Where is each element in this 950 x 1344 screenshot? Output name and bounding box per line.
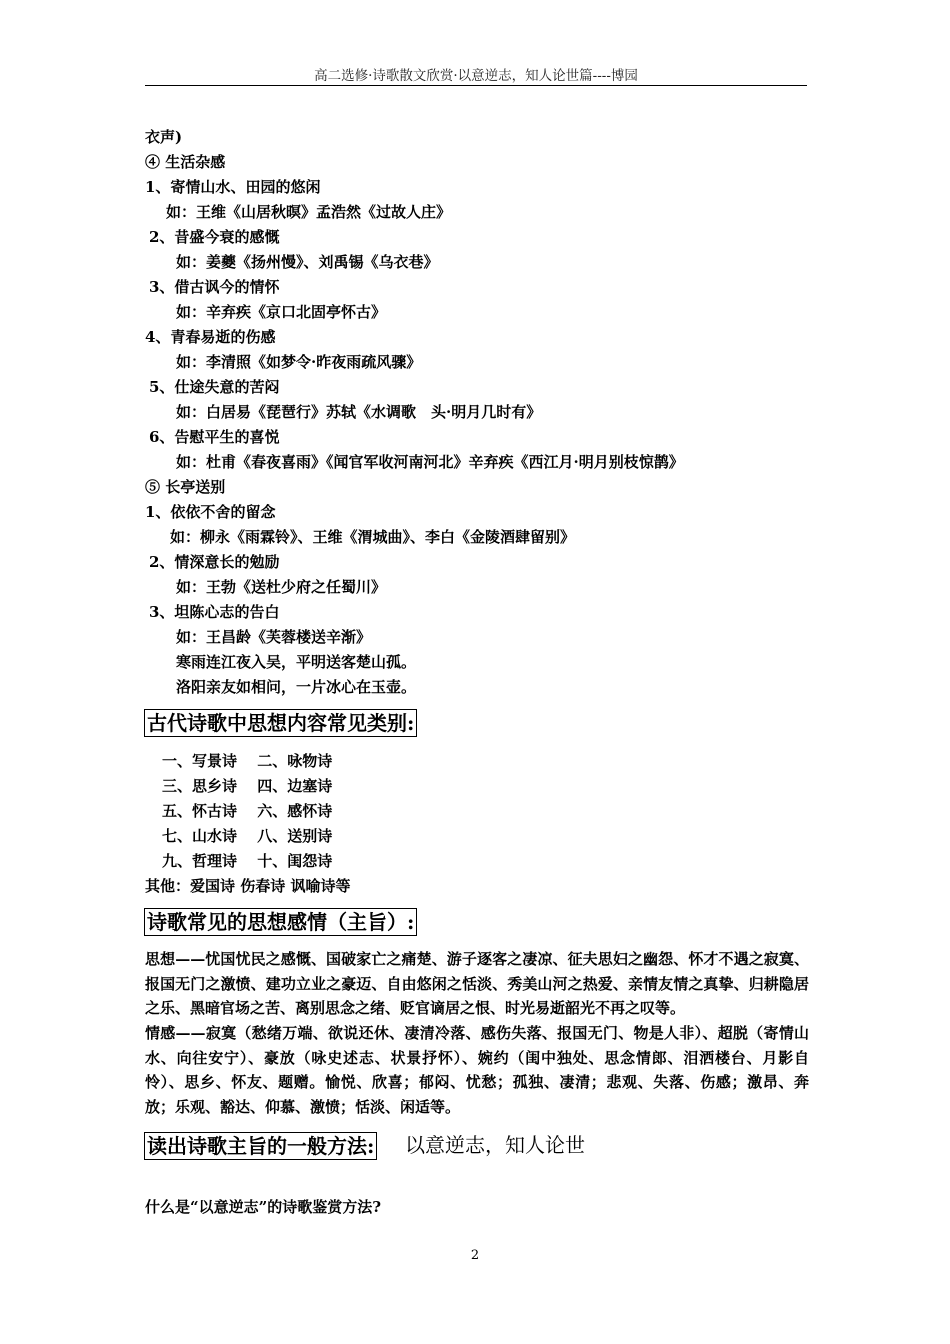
example-line: 如：辛弃疾《京口北固亭怀古》 bbox=[176, 303, 387, 321]
type-row: 三、思乡诗 四、边塞诗 bbox=[162, 777, 333, 795]
example-line: 如：王勃《送杜少府之任蜀川》 bbox=[176, 578, 387, 596]
paragraph-emotion: 情感——寂寞（愁绪万端、欲说还休、凄清冷落、感伤失落、报国无门、物是人非）、超脱（寄情山水、向往安宁）、豪放（咏史述志、状景抒怀）、婉约（闺中独处、思念情郎、泪洒楼台、月影自怜）、思乡、怀友、题赠。愉悦、欣喜；郁闷、忧愁；孤独、凄清；悲观、失落、伤感；激昂、奔放；乐观、豁达、仰慕、激愤；恬淡、闲适等。 bbox=[145, 1024, 809, 1116]
section-heading-types: 古代诗歌中思想内容常见类别: bbox=[144, 709, 417, 737]
section-heading-method: 读出诗歌主旨的一般方法: bbox=[144, 1132, 377, 1160]
section-method-subtitle: 以意逆志，知人论世 bbox=[405, 1133, 585, 1157]
example-line: 如：王昌龄《芙蓉楼送辛渐》 bbox=[176, 628, 372, 646]
example-line: 如：杜甫《春夜喜雨》《闻官军收河南河北》辛弃疾《西江月·明月别枝惊鹊》 bbox=[176, 453, 684, 471]
type-row: 九、哲理诗 十、闺怨诗 bbox=[162, 852, 333, 870]
list-item: 2、昔盛今衰的感慨 bbox=[149, 228, 280, 246]
example-line: 如：王维《山居秋暝》孟浩然《过故人庄》 bbox=[166, 203, 452, 221]
text-line: 衣声) bbox=[145, 128, 183, 146]
list-item: 1、依依不舍的留念 bbox=[145, 503, 276, 521]
list-item: 3、借古讽今的情怀 bbox=[149, 278, 280, 296]
poem-line: 寒雨连江夜入吴，平明送客楚山孤。 bbox=[176, 653, 417, 671]
subsection-title: ④ 生活杂感 bbox=[145, 153, 226, 171]
type-row: 七、山水诗 八、送别诗 bbox=[162, 827, 333, 845]
example-line: 如：李清照《如梦令·昨夜雨疏风骤》 bbox=[176, 353, 422, 371]
type-row: 五、怀古诗 六、感怀诗 bbox=[162, 802, 333, 820]
question-line: 什么是“以意逆志”的诗歌鉴赏方法? bbox=[145, 1198, 382, 1216]
list-item: 5、仕途失意的苦闷 bbox=[149, 378, 280, 396]
example-line: 如：姜夔《扬州慢》、刘禹锡《乌衣巷》 bbox=[176, 253, 439, 271]
list-item: 6、告慰平生的喜悦 bbox=[149, 428, 280, 446]
list-item: 1、寄情山水、田园的悠闲 bbox=[145, 178, 321, 196]
page-header: 高二选修·诗歌散文欣赏·以意逆志，知人论世篇----博园 bbox=[314, 68, 638, 84]
poem-line: 洛阳亲友如相问，一片冰心在玉壶。 bbox=[176, 678, 417, 696]
type-row: 一、写景诗 二、咏物诗 bbox=[162, 752, 333, 770]
example-line: 如：白居易《琵琶行》苏轼《水调歌 头·明月几时有》 bbox=[176, 403, 542, 421]
header-divider bbox=[145, 85, 807, 86]
list-item: 2、情深意长的勉励 bbox=[149, 553, 280, 571]
page-number: 2 bbox=[470, 1248, 480, 1263]
section-heading-themes: 诗歌常见的思想感情（主旨）: bbox=[144, 908, 417, 936]
example-line: 如：柳永《雨霖铃》、王维《渭城曲》、李白《金陵酒肆留别》 bbox=[170, 528, 576, 546]
type-other: 其他：爱国诗 伤春诗 讽喻诗等 bbox=[145, 877, 351, 895]
list-item: 3、坦陈心志的告白 bbox=[149, 603, 280, 621]
paragraph-thought: 思想——忧国忧民之感慨、国破家亡之痛楚、游子逐客之凄凉、征夫思妇之幽怨、怀才不遇之寂寞、报国无门之激愤、建功立业之豪迈、自由悠闲之恬淡、秀美山河之热爱、亲情友情之真挚、归耕隐居之乐、黑暗官场之苦、离别思念之绪、贬官谪居之恨、时光易逝韶光不再之叹等。 bbox=[145, 950, 809, 1017]
subsection-title: ⑤ 长亭送别 bbox=[145, 478, 226, 496]
list-item: 4、青春易逝的伤感 bbox=[145, 328, 276, 346]
